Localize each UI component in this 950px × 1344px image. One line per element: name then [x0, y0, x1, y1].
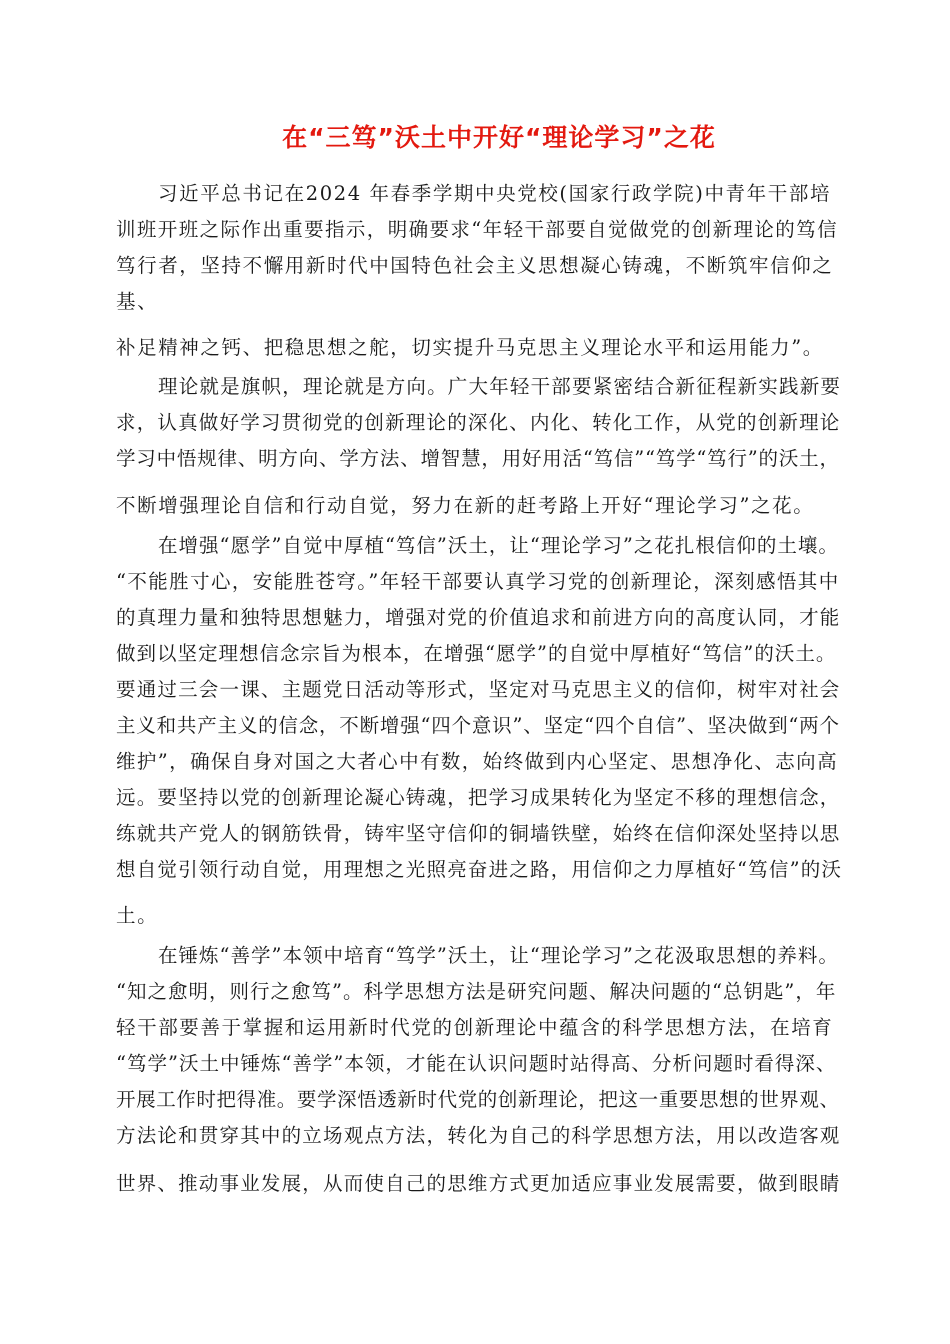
text-line: “知之愈明，则行之愈笃”。科学思想方法是研究问题、解决问题的“总钥匙”，年 [116, 980, 837, 1003]
text-line: 要通过三会一课、主题党日活动等形式，坚定对马克思主义的信仰，树牢对社会 [116, 678, 841, 701]
text-line: 的真理力量和独特思想魅力，增强对党的价值追求和前进方向的高度认同，才能 [116, 606, 841, 629]
text-line: 做到以坚定理想信念宗旨为根本，在增强“愿学”的自觉中厚植好“笃信”的沃土。 [116, 642, 837, 665]
text-line: 求，认真做好学习贯彻党的创新理论的深化、内化、转化工作，从党的创新理论 [116, 411, 841, 434]
text-line: 补足精神之钙、把稳思想之舵，切实提升马克思主义理论水平和运用能力”。 [116, 336, 824, 359]
text-line: 主义和共产主义的信念，不断增强“四个意识”、坚定“四个自信”、坚决做到“两个 [116, 714, 840, 737]
text-line: 世界、推动事业发展，从而使自己的思维方式更加适应事业发展需要，做到眼睛 [116, 1172, 841, 1195]
text-line: 维护”，确保自身对国之大者心中有数，始终做到内心坚定、思想净化、志向高 [116, 750, 838, 773]
text-line: 远。要坚持以党的创新理论凝心铸魂，把学习成果转化为坚定不移的理想信念， [116, 786, 841, 809]
text-line: 方法论和贯穿其中的立场观点方法，转化为自己的科学思想方法，用以改造客观 [116, 1124, 841, 1147]
document-title: 在“三笃”沃土中开好“理论学习”之花 [282, 123, 716, 152]
text-line: 理论就是旗帜，理论就是方向。广大年轻干部要紧密结合新征程新实践新要 [158, 375, 842, 398]
text-line: 不断增强理论自信和行动自觉，努力在新的赶考路上开好“理论学习”之花。 [116, 494, 815, 517]
text-line: 想自觉引领行动自觉，用理想之光照亮奋进之路，用信仰之力厚植好“笃信”的沃 [116, 858, 843, 881]
text-line: 土。 [116, 904, 159, 927]
text-line: 在锤炼“善学”本领中培育“笃学”沃土，让“理论学习”之花汲取思想的养料。 [158, 944, 839, 967]
text-line: 学习中悟规律、明方向、学方法、增智慧，用好用活“笃信”“笃学“笃行”的沃土， [116, 447, 840, 470]
text-line: 基、 [116, 290, 159, 313]
text-line: “笃学”沃土中锤炼“善学”本领，才能在认识问题时站得高、分析问题时看得深、 [116, 1052, 837, 1075]
text-line: 习近平总书记在2024 年春季学期中央党校(国家行政学院)中青年干部培 [158, 182, 832, 205]
text-line: 轻干部要善于掌握和运用新时代党的创新理论中蕴含的科学思想方法，在培育 [116, 1016, 834, 1039]
text-line: 训班开班之际作出重要指示，明确要求“年轻干部要自觉做党的创新理论的笃信 [116, 218, 838, 241]
text-line: 练就共产党人的钢筋铁骨，铸牢坚守信仰的铜墙铁壁，始终在信仰深处坚持以思 [116, 822, 841, 845]
text-line: 笃行者，坚持不懈用新时代中国特色社会主义思想凝心铸魂，不断筑牢信仰之 [116, 254, 834, 277]
text-line: “不能胜寸心，安能胜苍穹。”年轻干部要认真学习党的创新理论，深刻感悟其中 [116, 570, 840, 593]
text-line: 开展工作时把得准。要学深悟透新时代党的创新理论，把这一重要思想的世界观、 [116, 1088, 840, 1111]
text-line: 在增强“愿学”自觉中厚植“笃信”沃土，让“理论学习”之花扎根信仰的土壤。 [158, 534, 839, 557]
